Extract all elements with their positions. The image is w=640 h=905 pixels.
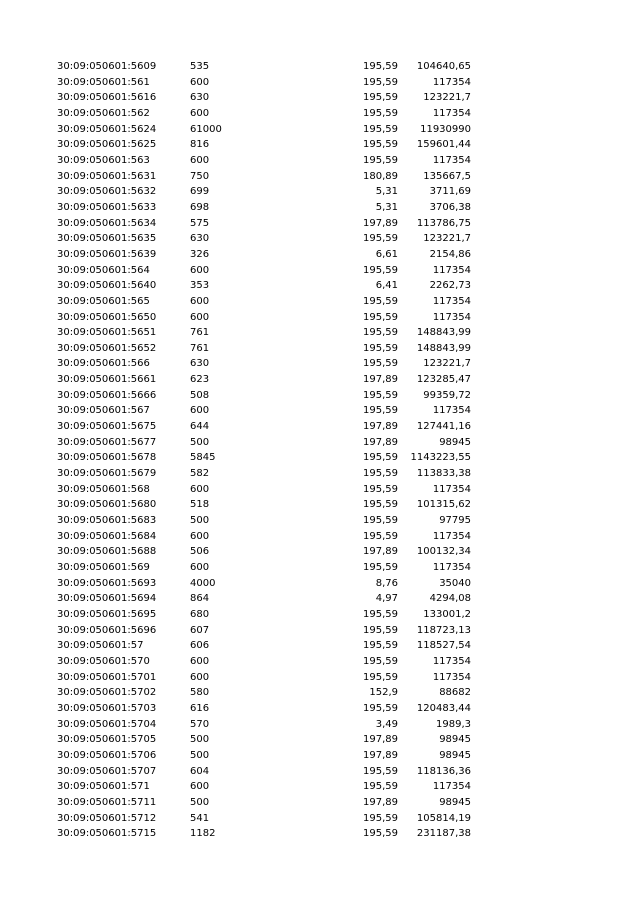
rate-cell: 152,9 bbox=[369, 687, 398, 699]
table-row bbox=[0, 826, 640, 842]
rate-cell: 195,59 bbox=[363, 452, 398, 464]
cadastral-number-cell: 30:09:050601:5684 bbox=[57, 530, 157, 542]
area-cell: 644 bbox=[190, 421, 210, 433]
area-cell: 500 bbox=[190, 436, 210, 448]
cadastral-number-cell: 30:09:050601:568 bbox=[57, 483, 150, 495]
cadastral-number-cell: 30:09:050601:5634 bbox=[57, 217, 157, 229]
area-cell: 600 bbox=[190, 562, 210, 573]
cadastral-value-cell: 2154,86 bbox=[429, 248, 471, 260]
cadastral-value-cell: 117354 bbox=[432, 530, 471, 542]
cadastral-value-cell: 3706,38 bbox=[429, 201, 471, 213]
rate-cell: 4,97 bbox=[375, 593, 398, 605]
table-row bbox=[0, 779, 640, 795]
cadastral-value-cell: 97795 bbox=[439, 515, 471, 527]
table-row bbox=[0, 231, 640, 247]
area-cell: 698 bbox=[190, 201, 210, 213]
table-row bbox=[0, 356, 640, 372]
cadastral-value-cell: 98945 bbox=[439, 749, 471, 761]
cadastral-value-cell: 99359,72 bbox=[423, 389, 471, 401]
rate-cell: 197,89 bbox=[363, 436, 398, 448]
area-cell: 508 bbox=[190, 389, 210, 401]
table-row bbox=[0, 216, 640, 232]
cadastral-number-cell: 30:09:050601:5712 bbox=[57, 812, 157, 824]
table-row bbox=[0, 466, 640, 482]
rate-cell: 195,59 bbox=[363, 123, 398, 135]
rate-cell: 197,89 bbox=[363, 749, 398, 761]
cadastral-number-cell: 30:09:050601:5701 bbox=[57, 671, 157, 683]
cadastral-number-cell: 30:09:050601:5633 bbox=[57, 201, 157, 213]
area-cell: 5845 bbox=[190, 452, 216, 464]
cadastral-value-cell: 104640,65 bbox=[416, 61, 471, 72]
cadastral-value-cell: 98945 bbox=[439, 796, 471, 808]
cadastral-value-cell: 118136,36 bbox=[416, 765, 471, 777]
cadastral-number-cell: 30:09:050601:5639 bbox=[57, 248, 157, 260]
cadastral-number-cell: 30:09:050601:5677 bbox=[57, 436, 157, 448]
cadastral-value-cell: 100132,34 bbox=[416, 546, 471, 558]
table-row bbox=[0, 435, 640, 451]
table-row bbox=[0, 482, 640, 498]
cadastral-number-cell: 30:09:050601:565 bbox=[57, 295, 150, 307]
table-row bbox=[0, 341, 640, 357]
area-cell: 630 bbox=[190, 233, 210, 245]
table-row bbox=[0, 403, 640, 419]
cadastral-number-cell: 30:09:050601:5694 bbox=[57, 593, 157, 605]
area-cell: 500 bbox=[190, 734, 210, 746]
table-row bbox=[0, 764, 640, 780]
rate-cell: 195,59 bbox=[363, 311, 398, 323]
cadastral-number-cell: 30:09:050601:563 bbox=[57, 154, 150, 166]
rate-cell: 197,89 bbox=[363, 546, 398, 558]
table-row bbox=[0, 638, 640, 654]
area-cell: 580 bbox=[190, 687, 210, 699]
rate-cell: 195,59 bbox=[363, 765, 398, 777]
cadastral-number-cell: 30:09:050601:57 bbox=[57, 640, 144, 652]
table-row bbox=[0, 529, 640, 545]
cadastral-number-cell: 30:09:050601:5616 bbox=[57, 92, 157, 104]
cadastral-value-cell: 123285,47 bbox=[416, 374, 471, 386]
cadastral-number-cell: 30:09:050601:562 bbox=[57, 107, 150, 119]
rate-cell: 195,59 bbox=[363, 154, 398, 166]
table-row bbox=[0, 59, 640, 75]
cadastral-value-cell: 231187,38 bbox=[416, 828, 471, 840]
area-cell: 582 bbox=[190, 468, 210, 480]
area-cell: 680 bbox=[190, 608, 210, 620]
table-row bbox=[0, 372, 640, 388]
cadastral-number-cell: 30:09:050601:567 bbox=[57, 405, 150, 417]
table-row bbox=[0, 247, 640, 263]
rate-cell: 195,59 bbox=[363, 295, 398, 307]
area-cell: 600 bbox=[190, 405, 210, 417]
cadastral-value-cell: 117354 bbox=[432, 311, 471, 323]
cadastral-number-cell: 30:09:050601:5706 bbox=[57, 749, 157, 761]
cadastral-value-cell: 117354 bbox=[432, 264, 471, 276]
cadastral-value-cell: 127441,16 bbox=[416, 421, 471, 433]
cadastral-value-cell: 123221,7 bbox=[423, 358, 471, 370]
cadastral-value-cell: 118723,13 bbox=[416, 624, 471, 636]
table-row bbox=[0, 685, 640, 701]
rate-cell: 180,89 bbox=[363, 170, 398, 182]
cadastral-number-cell: 30:09:050601:566 bbox=[57, 358, 150, 370]
area-cell: 630 bbox=[190, 358, 210, 370]
cadastral-value-cell: 105814,19 bbox=[416, 812, 471, 824]
rate-cell: 195,59 bbox=[363, 812, 398, 824]
rate-cell: 195,59 bbox=[363, 61, 398, 72]
area-cell: 616 bbox=[190, 702, 210, 714]
rate-cell: 195,59 bbox=[363, 92, 398, 104]
table-row bbox=[0, 654, 640, 670]
area-cell: 600 bbox=[190, 311, 210, 323]
cadastral-number-cell: 30:09:050601:569 bbox=[57, 562, 150, 573]
cadastral-value-cell: 148843,99 bbox=[416, 327, 471, 339]
cadastral-value-cell: 117354 bbox=[432, 405, 471, 417]
area-cell: 506 bbox=[190, 546, 210, 558]
cadastral-number-cell: 30:09:050601:5693 bbox=[57, 577, 157, 589]
cadastral-number-cell: 30:09:050601:5635 bbox=[57, 233, 157, 245]
area-cell: 761 bbox=[190, 342, 210, 354]
rate-cell: 195,59 bbox=[363, 515, 398, 527]
cadastral-value-cell: 117354 bbox=[432, 671, 471, 683]
cadastral-value-cell: 117354 bbox=[432, 483, 471, 495]
area-cell: 864 bbox=[190, 593, 210, 605]
cadastral-value-cell: 1143223,55 bbox=[410, 452, 471, 464]
cadastral-number-cell: 30:09:050601:5678 bbox=[57, 452, 157, 464]
area-cell: 518 bbox=[190, 499, 210, 511]
cadastral-value-cell: 101315,62 bbox=[416, 499, 471, 511]
area-cell: 623 bbox=[190, 374, 210, 386]
cadastral-value-cell: 120483,44 bbox=[416, 702, 471, 714]
table-row bbox=[0, 732, 640, 748]
area-cell: 604 bbox=[190, 765, 210, 777]
table-row bbox=[0, 200, 640, 216]
area-cell: 600 bbox=[190, 671, 210, 683]
table-row bbox=[0, 75, 640, 91]
cadastral-number-cell: 30:09:050601:5696 bbox=[57, 624, 157, 636]
cadastral-number-cell: 30:09:050601:570 bbox=[57, 655, 150, 667]
rate-cell: 195,59 bbox=[363, 530, 398, 542]
rate-cell: 195,59 bbox=[363, 828, 398, 840]
cadastral-number-cell: 30:09:050601:5652 bbox=[57, 342, 157, 354]
cadastral-number-cell: 30:09:050601:5679 bbox=[57, 468, 157, 480]
area-cell: 61000 bbox=[190, 123, 222, 135]
rate-cell: 195,59 bbox=[363, 389, 398, 401]
rate-cell: 195,59 bbox=[363, 107, 398, 119]
cadastral-value-cell: 98945 bbox=[439, 734, 471, 746]
area-cell: 326 bbox=[190, 248, 210, 260]
area-cell: 816 bbox=[190, 139, 210, 151]
cadastral-value-cell: 117354 bbox=[432, 781, 471, 793]
spreadsheet-table bbox=[0, 59, 640, 842]
area-cell: 1182 bbox=[190, 828, 216, 840]
table-row bbox=[0, 544, 640, 560]
rate-cell: 195,59 bbox=[363, 640, 398, 652]
area-cell: 600 bbox=[190, 107, 210, 119]
table-row bbox=[0, 795, 640, 811]
rate-cell: 195,59 bbox=[363, 624, 398, 636]
table-row bbox=[0, 748, 640, 764]
cadastral-number-cell: 30:09:050601:5666 bbox=[57, 389, 157, 401]
cadastral-number-cell: 30:09:050601:5703 bbox=[57, 702, 157, 714]
area-cell: 600 bbox=[190, 264, 210, 276]
rate-cell: 197,89 bbox=[363, 421, 398, 433]
cadastral-value-cell: 113786,75 bbox=[416, 217, 471, 229]
area-cell: 600 bbox=[190, 154, 210, 166]
table-row bbox=[0, 450, 640, 466]
area-cell: 500 bbox=[190, 796, 210, 808]
table-row bbox=[0, 576, 640, 592]
table-row bbox=[0, 263, 640, 279]
table-row bbox=[0, 310, 640, 326]
cadastral-number-cell: 30:09:050601:561 bbox=[57, 76, 150, 88]
rate-cell: 6,41 bbox=[375, 280, 398, 292]
cadastral-value-cell: 117354 bbox=[432, 655, 471, 667]
rate-cell: 6,61 bbox=[375, 248, 398, 260]
cadastral-value-cell: 159601,44 bbox=[416, 139, 471, 151]
table-row bbox=[0, 388, 640, 404]
area-cell: 600 bbox=[190, 76, 210, 88]
cadastral-number-cell: 30:09:050601:5632 bbox=[57, 186, 157, 198]
cadastral-value-cell: 3711,69 bbox=[429, 186, 471, 198]
cadastral-number-cell: 30:09:050601:5661 bbox=[57, 374, 157, 386]
cadastral-value-cell: 117354 bbox=[432, 562, 471, 573]
rate-cell: 195,59 bbox=[363, 342, 398, 354]
rate-cell: 5,31 bbox=[375, 201, 398, 213]
cadastral-number-cell: 30:09:050601:5624 bbox=[57, 123, 157, 135]
rate-cell: 195,59 bbox=[363, 671, 398, 683]
rate-cell: 195,59 bbox=[363, 483, 398, 495]
table-row bbox=[0, 90, 640, 106]
rate-cell: 197,89 bbox=[363, 796, 398, 808]
area-cell: 761 bbox=[190, 327, 210, 339]
table-row bbox=[0, 607, 640, 623]
table-row bbox=[0, 153, 640, 169]
cadastral-number-cell: 30:09:050601:5711 bbox=[57, 796, 157, 808]
table-row bbox=[0, 184, 640, 200]
cadastral-value-cell: 35040 bbox=[439, 577, 471, 589]
table-row bbox=[0, 325, 640, 341]
rate-cell: 195,59 bbox=[363, 781, 398, 793]
cadastral-value-cell: 11930990 bbox=[420, 123, 471, 135]
area-cell: 600 bbox=[190, 655, 210, 667]
cadastral-number-cell: 30:09:050601:5650 bbox=[57, 311, 157, 323]
area-cell: 500 bbox=[190, 749, 210, 761]
cadastral-number-cell: 30:09:050601:5705 bbox=[57, 734, 157, 746]
area-cell: 541 bbox=[190, 812, 210, 824]
cadastral-value-cell: 123221,7 bbox=[423, 92, 471, 104]
cadastral-number-cell: 30:09:050601:564 bbox=[57, 264, 150, 276]
rate-cell: 195,59 bbox=[363, 264, 398, 276]
cadastral-number-cell: 30:09:050601:5680 bbox=[57, 499, 157, 511]
area-cell: 607 bbox=[190, 624, 210, 636]
table-row bbox=[0, 701, 640, 717]
table-row bbox=[0, 106, 640, 122]
area-cell: 4000 bbox=[190, 577, 216, 589]
cadastral-value-cell: 148843,99 bbox=[416, 342, 471, 354]
area-cell: 353 bbox=[190, 280, 210, 292]
cadastral-number-cell: 30:09:050601:5631 bbox=[57, 170, 157, 182]
cadastral-value-cell: 118527,54 bbox=[416, 640, 471, 652]
area-cell: 575 bbox=[190, 217, 210, 229]
table-row bbox=[0, 811, 640, 827]
rate-cell: 195,59 bbox=[363, 499, 398, 511]
cadastral-number-cell: 30:09:050601:5715 bbox=[57, 828, 157, 840]
table-row bbox=[0, 591, 640, 607]
cadastral-number-cell: 30:09:050601:571 bbox=[57, 781, 150, 793]
table-row bbox=[0, 169, 640, 185]
cadastral-number-cell: 30:09:050601:5609 bbox=[57, 61, 157, 72]
rate-cell: 195,59 bbox=[363, 76, 398, 88]
cadastral-number-cell: 30:09:050601:5683 bbox=[57, 515, 157, 527]
cadastral-number-cell: 30:09:050601:5640 bbox=[57, 280, 157, 292]
area-cell: 535 bbox=[190, 61, 210, 72]
table-row bbox=[0, 122, 640, 138]
rate-cell: 195,59 bbox=[363, 702, 398, 714]
table-row bbox=[0, 278, 640, 294]
table-row bbox=[0, 137, 640, 153]
rate-cell: 195,59 bbox=[363, 327, 398, 339]
rate-cell: 8,76 bbox=[375, 577, 398, 589]
area-cell: 699 bbox=[190, 186, 210, 198]
table-row bbox=[0, 497, 640, 513]
cadastral-value-cell: 113833,38 bbox=[416, 468, 471, 480]
cadastral-value-cell: 98945 bbox=[439, 436, 471, 448]
cadastral-number-cell: 30:09:050601:5625 bbox=[57, 139, 157, 151]
rate-cell: 195,59 bbox=[363, 608, 398, 620]
cadastral-value-cell: 117354 bbox=[432, 154, 471, 166]
area-cell: 570 bbox=[190, 718, 210, 730]
rate-cell: 197,89 bbox=[363, 374, 398, 386]
rate-cell: 195,59 bbox=[363, 655, 398, 667]
cadastral-value-cell: 2262,73 bbox=[429, 280, 471, 292]
table-row bbox=[0, 294, 640, 310]
rate-cell: 197,89 bbox=[363, 734, 398, 746]
cadastral-value-cell: 135667,5 bbox=[423, 170, 471, 182]
cadastral-number-cell: 30:09:050601:5675 bbox=[57, 421, 157, 433]
cadastral-value-cell: 4294,08 bbox=[429, 593, 471, 605]
rate-cell: 3,49 bbox=[375, 718, 398, 730]
cadastral-value-cell: 117354 bbox=[432, 107, 471, 119]
cadastral-value-cell: 1989,3 bbox=[436, 718, 471, 730]
table-row bbox=[0, 419, 640, 435]
rate-cell: 195,59 bbox=[363, 468, 398, 480]
cadastral-value-cell: 133001,2 bbox=[423, 608, 471, 620]
area-cell: 600 bbox=[190, 530, 210, 542]
cadastral-value-cell: 117354 bbox=[432, 295, 471, 307]
area-cell: 500 bbox=[190, 515, 210, 527]
table-row bbox=[0, 670, 640, 686]
table-row bbox=[0, 513, 640, 529]
cadastral-number-cell: 30:09:050601:5651 bbox=[57, 327, 157, 339]
rate-cell: 195,59 bbox=[363, 233, 398, 245]
cadastral-value-cell: 123221,7 bbox=[423, 233, 471, 245]
rate-cell: 197,89 bbox=[363, 217, 398, 229]
cadastral-number-cell: 30:09:050601:5704 bbox=[57, 718, 157, 730]
area-cell: 750 bbox=[190, 170, 210, 182]
table-row bbox=[0, 717, 640, 733]
area-cell: 600 bbox=[190, 781, 210, 793]
rate-cell: 195,59 bbox=[363, 562, 398, 573]
rate-cell: 195,59 bbox=[363, 139, 398, 151]
area-cell: 606 bbox=[190, 640, 210, 652]
cadastral-value-cell: 117354 bbox=[432, 76, 471, 88]
cadastral-number-cell: 30:09:050601:5702 bbox=[57, 687, 157, 699]
rate-cell: 195,59 bbox=[363, 358, 398, 370]
table-row bbox=[0, 560, 640, 576]
rate-cell: 195,59 bbox=[363, 405, 398, 417]
rate-cell: 5,31 bbox=[375, 186, 398, 198]
area-cell: 600 bbox=[190, 483, 210, 495]
table-row bbox=[0, 623, 640, 639]
cadastral-value-cell: 88682 bbox=[439, 687, 471, 699]
cadastral-number-cell: 30:09:050601:5688 bbox=[57, 546, 157, 558]
area-cell: 600 bbox=[190, 295, 210, 307]
area-cell: 630 bbox=[190, 92, 210, 104]
cadastral-number-cell: 30:09:050601:5707 bbox=[57, 765, 157, 777]
cadastral-number-cell: 30:09:050601:5695 bbox=[57, 608, 157, 620]
